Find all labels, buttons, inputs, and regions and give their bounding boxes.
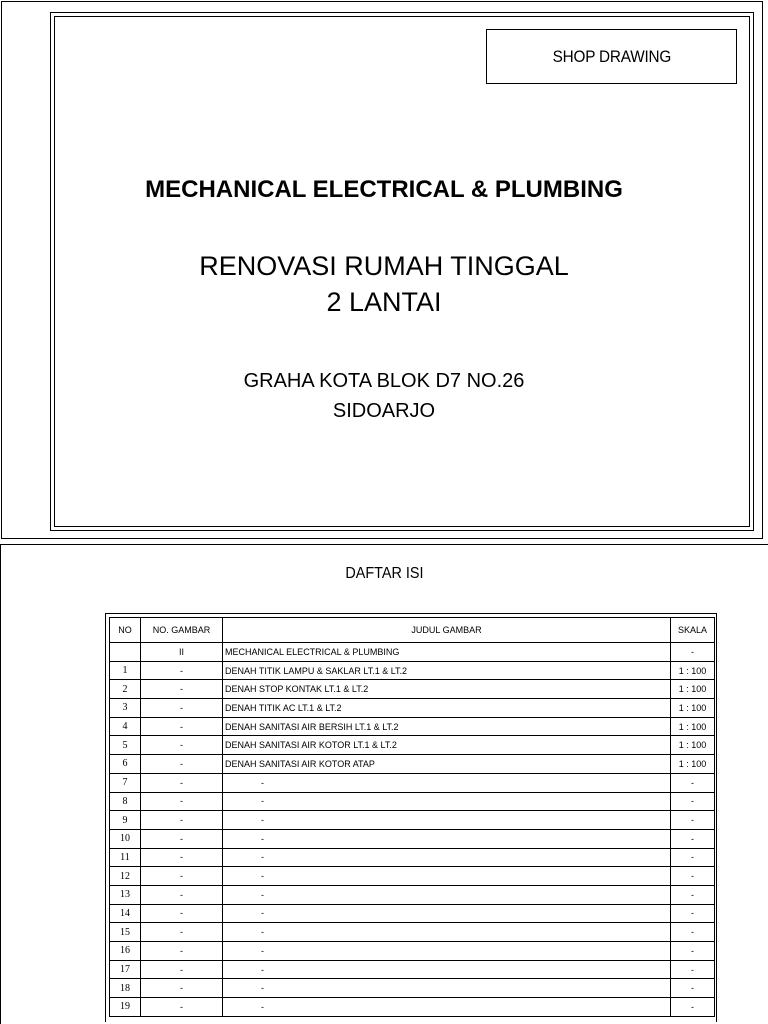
cell-skala: 1 : 100 [671,661,715,680]
cell-skala: - [671,979,715,998]
table-row [110,699,715,718]
cell-gambar: - [141,661,223,680]
cell-judul: DENAH SANITASI AIR KOTOR LT.1 & LT.2 [223,736,671,755]
cell-gambar: - [141,829,223,848]
cell-judul: DENAH TITIK LAMPU & SAKLAR LT.1 & LT.2 [223,661,671,680]
cell-no: 15 [110,923,141,942]
project-line-2: 2 LANTAI [326,287,442,317]
cell-gambar: - [141,811,223,830]
project-name [0,248,768,320]
cell-no [110,643,141,662]
table-row [110,867,715,886]
table-row [110,643,715,662]
cell-skala: - [671,942,715,961]
cell-gambar: II [141,643,223,662]
cell-no: 10 [110,829,141,848]
cell-no: 7 [110,773,141,792]
cell-skala: 1 : 100 [671,717,715,736]
cell-judul: - [223,904,671,923]
cell-gambar: - [141,848,223,867]
table-row [110,979,715,998]
table-row [110,773,715,792]
cell-skala: - [671,848,715,867]
cell-no: 4 [110,717,141,736]
cell-gambar: - [141,960,223,979]
cell-no: 8 [110,792,141,811]
col-gambar-header: NO. GAMBAR [141,618,223,643]
cell-no: 17 [110,960,141,979]
cell-gambar: - [141,923,223,942]
cell-no: 13 [110,885,141,904]
table-row [110,942,715,961]
cell-judul: - [223,848,671,867]
cell-skala: - [671,643,715,662]
cell-skala: - [671,904,715,923]
table-row [110,960,715,979]
cell-gambar: - [141,736,223,755]
cell-judul: - [223,885,671,904]
cell-judul: - [223,979,671,998]
cell-judul: DENAH TITIK AC LT.1 & LT.2 [223,699,671,718]
document-title: MECHANICAL ELECTRICAL & PLUMBING [145,176,623,203]
col-no-header: NO [110,618,141,643]
cell-no: 18 [110,979,141,998]
cell-gambar: - [141,680,223,699]
cell-gambar: - [141,885,223,904]
table-row [110,998,715,1017]
cell-no: 16 [110,942,141,961]
cell-no: 5 [110,736,141,755]
table-row [110,829,715,848]
cell-no: 9 [110,811,141,830]
shop-drawing-stamp [486,29,737,84]
cell-judul: - [223,998,671,1017]
table-row [110,736,715,755]
cell-judul: DENAH SANITASI AIR BERSIH LT.1 & LT.2 [223,717,671,736]
cell-no: 12 [110,867,141,886]
cell-no: 6 [110,755,141,774]
toc-heading-label: DAFTAR ISI [344,565,424,582]
cell-gambar: - [141,755,223,774]
cell-skala: - [671,829,715,848]
toc-table [109,617,715,1017]
cell-judul: DENAH SANITASI AIR KOTOR ATAP [223,755,671,774]
cell-gambar: - [141,792,223,811]
cell-skala: 1 : 100 [671,680,715,699]
table-row [110,811,715,830]
col-judul-header: JUDUL GAMBAR [223,618,671,643]
cell-no: 19 [110,998,141,1017]
cell-gambar: - [141,699,223,718]
cell-gambar: - [141,904,223,923]
cell-skala: - [671,792,715,811]
table-row [110,792,715,811]
cell-skala: - [671,811,715,830]
project-address [0,366,768,426]
cell-judul: - [223,867,671,886]
table-row [110,904,715,923]
toc-heading [0,565,768,583]
toc-header-row [110,618,715,643]
cell-skala: - [671,923,715,942]
cell-skala: - [671,885,715,904]
table-row [110,885,715,904]
project-line-1: RENOVASI RUMAH TINGGAL [199,251,569,281]
cell-gambar: - [141,773,223,792]
cell-skala: 1 : 100 [671,699,715,718]
table-row [110,680,715,699]
cell-no: 1 [110,661,141,680]
cell-gambar: - [141,942,223,961]
cell-skala: - [671,960,715,979]
cell-skala: - [671,998,715,1017]
cell-skala: - [671,773,715,792]
cell-skala: 1 : 100 [671,736,715,755]
cell-judul: MECHANICAL ELECTRICAL & PLUMBING [223,643,671,662]
cell-judul: - [223,942,671,961]
cell-no: 14 [110,904,141,923]
table-row [110,755,715,774]
table-row [110,661,715,680]
table-row [110,923,715,942]
cell-gambar: - [141,717,223,736]
cell-gambar: - [141,867,223,886]
cell-skala: 1 : 100 [671,755,715,774]
cell-no: 3 [110,699,141,718]
toc-body [110,643,715,1017]
cell-no: 11 [110,848,141,867]
col-skala-header: SKALA [671,618,715,643]
cell-judul: - [223,923,671,942]
address-line-1: GRAHA KOTA BLOK D7 NO.26 [243,370,525,392]
toc-frame [105,613,717,1022]
address-line-2: SIDOARJO [332,400,436,422]
cell-judul: - [223,960,671,979]
cell-judul: - [223,829,671,848]
table-row [110,848,715,867]
cell-judul: - [223,773,671,792]
cell-judul: DENAH STOP KONTAK LT.1 & LT.2 [223,680,671,699]
cell-no: 2 [110,680,141,699]
cell-skala: - [671,867,715,886]
shop-drawing-label: SHOP DRAWING [552,46,671,66]
cell-gambar: - [141,998,223,1017]
table-row [110,717,715,736]
cell-judul: - [223,792,671,811]
cell-gambar: - [141,979,223,998]
cell-judul: - [223,811,671,830]
